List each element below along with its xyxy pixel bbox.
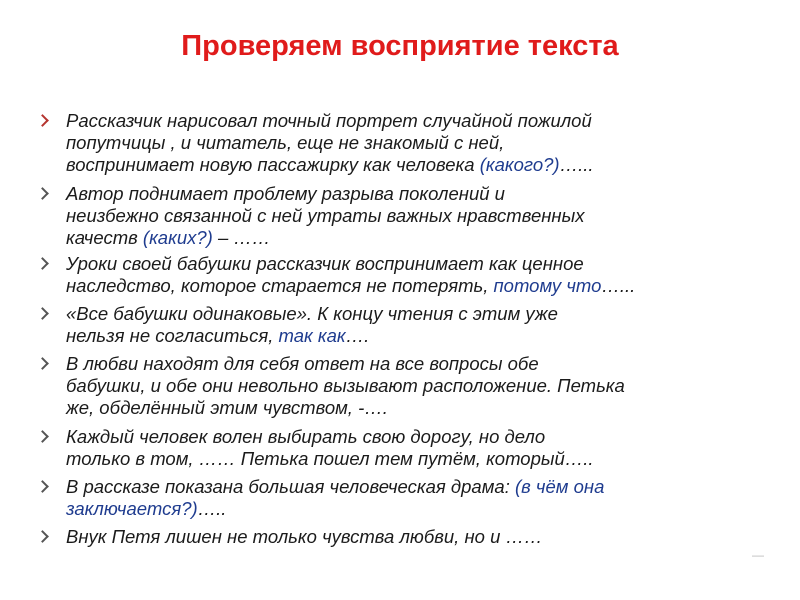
bullet-main-text: Внук Петя лишен не только чувства любви, но и …… bbox=[66, 526, 543, 547]
bullet-item bbox=[30, 353, 750, 419]
bullet-text bbox=[66, 253, 750, 297]
bullet-text bbox=[66, 476, 750, 520]
chevron-bullet-icon bbox=[36, 530, 49, 543]
bullet-text bbox=[66, 183, 750, 249]
bullet-text bbox=[66, 110, 750, 176]
bullet-accent-text: так как bbox=[278, 325, 346, 346]
chevron-bullet-icon bbox=[36, 307, 49, 320]
bullet-item bbox=[30, 526, 750, 548]
bullet-tail-text: …... bbox=[601, 275, 636, 296]
bullet-main-text: Рассказчик нарисовал точный портрет случайной пожилой попутчицы , и читатель, еще не знакомый с ней, воспринимает новую пассажирку как человека bbox=[66, 110, 592, 175]
bullet-tail-text: ….. bbox=[197, 498, 227, 519]
chevron-bullet-icon bbox=[36, 257, 49, 270]
bullet-main-text: Каждый человек волен выбирать свою дорогу, но дело только в том, …… Петька пошел тем путём, который….. bbox=[66, 426, 594, 469]
bullet-accent-text: потому что bbox=[493, 275, 602, 296]
bullet-item bbox=[30, 253, 750, 297]
bullet-tail-text: …. bbox=[345, 325, 370, 346]
bullet-main-text: Уроки своей бабушки рассказчик воспринимает как ценное наследство, которое старается не потерять, bbox=[66, 253, 584, 296]
chevron-bullet-icon bbox=[36, 114, 49, 127]
bullet-accent-text: (в чём она заключается?) bbox=[66, 476, 605, 519]
bullet-accent-text: (какого?) bbox=[479, 154, 560, 175]
bullet-item bbox=[30, 183, 750, 249]
bullet-main-text: В рассказе показана большая человеческая драма: bbox=[66, 476, 515, 497]
chevron-bullet-icon bbox=[36, 187, 49, 200]
bullet-main-text: В любви находят для себя ответ на все вопросы обе бабушки, и обе они невольно вызывают расположение. Петька же, обделённый этим чувством, -…. bbox=[66, 353, 625, 418]
bullet-text bbox=[66, 426, 750, 470]
footer-mark: — bbox=[752, 548, 764, 562]
bullet-list bbox=[30, 0, 750, 600]
bullet-item bbox=[30, 476, 750, 520]
bullet-text bbox=[66, 303, 750, 347]
bullet-tail-text: …... bbox=[559, 154, 594, 175]
chevron-bullet-icon bbox=[36, 480, 49, 493]
bullet-tail-text: – …… bbox=[212, 227, 271, 248]
chevron-bullet-icon bbox=[36, 430, 49, 443]
bullet-text bbox=[66, 526, 750, 548]
bullet-main-text: «Все бабушки одинаковые». К концу чтения с этим уже нельзя не согласиться, bbox=[66, 303, 558, 346]
bullet-item bbox=[30, 303, 750, 347]
bullet-text bbox=[66, 353, 750, 419]
bullet-item bbox=[30, 426, 750, 470]
bullet-item bbox=[30, 110, 750, 176]
slide-title: Проверяем восприятие текста bbox=[181, 30, 619, 62]
chevron-bullet-icon bbox=[36, 357, 49, 370]
bullet-main-text: Автор поднимает проблему разрыва поколений и неизбежно связанной с ней утраты важных нравственных качеств bbox=[66, 183, 585, 248]
bullet-accent-text: (каких?) bbox=[142, 227, 213, 248]
